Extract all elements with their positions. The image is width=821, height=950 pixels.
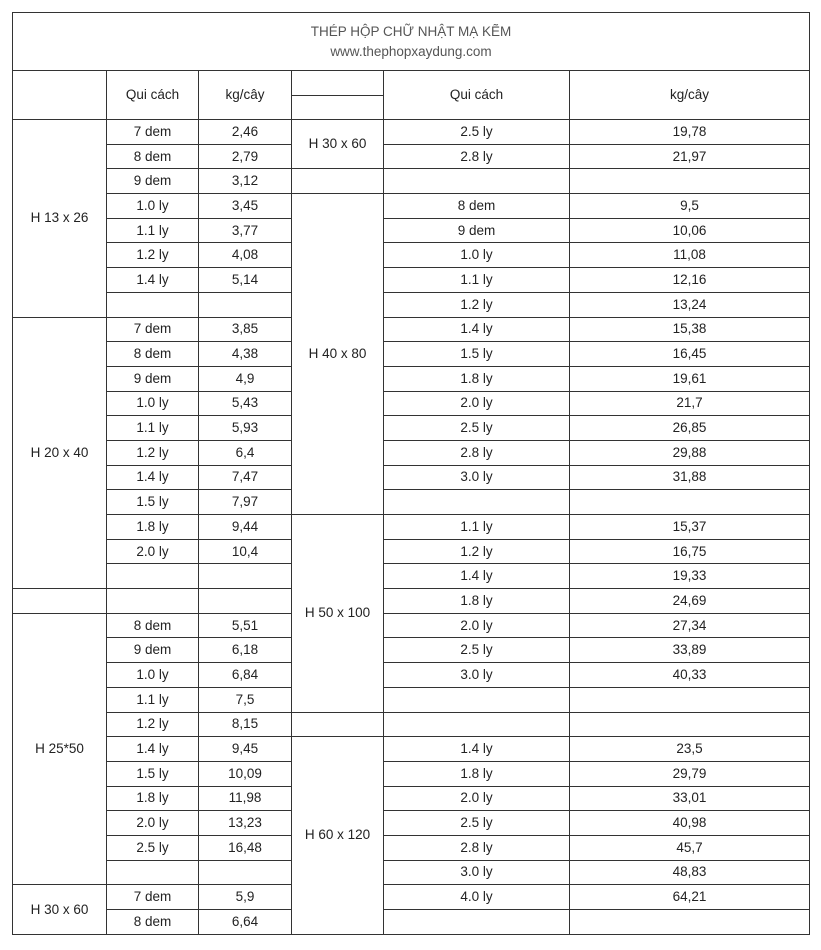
left-weight-cell: 4,08 — [199, 243, 292, 268]
right-weight-cell: 64,21 — [570, 885, 810, 910]
header-divider — [292, 95, 383, 96]
table-row — [13, 465, 810, 490]
empty-cell — [107, 860, 199, 885]
left-group-name: H 13 x 26 — [13, 120, 107, 318]
right-weight-cell: 13,24 — [570, 292, 810, 317]
right-weight-cell: 48,83 — [570, 860, 810, 885]
left-spec-cell: 1.0 ly — [107, 194, 199, 219]
empty-cell — [199, 589, 292, 614]
right-spec-cell: 1.2 ly — [384, 292, 570, 317]
left-spec-cell: 1.2 ly — [107, 243, 199, 268]
right-weight-cell: 10,06 — [570, 218, 810, 243]
left-weight-cell: 6,84 — [199, 663, 292, 688]
left-spec-cell: 9 dem — [107, 169, 199, 194]
website-text: www.thephopxaydung.com — [330, 43, 492, 59]
right-group-name: H 40 x 80 — [292, 194, 384, 515]
empty-cell — [570, 687, 810, 712]
right-weight-cell: 16,45 — [570, 342, 810, 367]
left-weight-cell: 7,97 — [199, 490, 292, 515]
table-row — [13, 638, 810, 663]
left-spec-cell: 7 dem — [107, 885, 199, 910]
right-spec-cell: 3.0 ly — [384, 465, 570, 490]
table-row — [13, 885, 810, 910]
left-weight-cell: 4,9 — [199, 366, 292, 391]
left-spec-cell: 7 dem — [107, 120, 199, 145]
right-weight-cell: 19,61 — [570, 366, 810, 391]
empty-cell — [199, 860, 292, 885]
table-row — [13, 737, 810, 762]
empty-cell — [384, 712, 570, 737]
right-spec-cell: 1.1 ly — [384, 515, 570, 540]
right-weight-cell: 40,33 — [570, 663, 810, 688]
left-spec-cell: 2.0 ly — [107, 539, 199, 564]
left-weight-cell: 2,79 — [199, 144, 292, 169]
right-weight-cell: 29,79 — [570, 761, 810, 786]
right-weight-cell: 26,85 — [570, 416, 810, 441]
right-group-name: H 50 x 100 — [292, 515, 384, 713]
steel-weight-table — [12, 12, 810, 935]
table-row — [13, 564, 810, 589]
right-spec-cell: 2.8 ly — [384, 144, 570, 169]
right-weight-cell: 24,69 — [570, 589, 810, 614]
left-spec-cell: 1.5 ly — [107, 490, 199, 515]
left-spec-cell: 1.4 ly — [107, 737, 199, 762]
empty-cell — [13, 589, 107, 614]
left-spec-cell: 1.0 ly — [107, 663, 199, 688]
right-spec-cell: 1.0 ly — [384, 243, 570, 268]
right-spec-cell: 9 dem — [384, 218, 570, 243]
empty-cell — [199, 564, 292, 589]
left-weight-cell: 10,4 — [199, 539, 292, 564]
empty-cell — [107, 292, 199, 317]
table-row — [13, 243, 810, 268]
table-row — [13, 589, 810, 614]
right-spec-cell: 2.5 ly — [384, 416, 570, 441]
left-weight-cell: 3,12 — [199, 169, 292, 194]
empty-cell — [107, 564, 199, 589]
left-spec-cell: 1.8 ly — [107, 786, 199, 811]
left-group-name: H 30 x 60 — [13, 885, 107, 934]
left-weight-cell: 4,38 — [199, 342, 292, 367]
right-weight-cell: 33,89 — [570, 638, 810, 663]
right-weight-cell: 15,38 — [570, 317, 810, 342]
right-weight-cell: 45,7 — [570, 835, 810, 860]
table-row — [13, 613, 810, 638]
table-row — [13, 144, 810, 169]
empty-cell — [384, 687, 570, 712]
table-row — [13, 268, 810, 293]
left-weight-cell: 5,93 — [199, 416, 292, 441]
left-weight-cell: 5,14 — [199, 268, 292, 293]
right-spec-cell: 8 dem — [384, 194, 570, 219]
right-group-name: H 30 x 60 — [292, 120, 384, 169]
table-row — [13, 835, 810, 860]
left-weight-cell: 5,51 — [199, 613, 292, 638]
right-weight-cell: 29,88 — [570, 440, 810, 465]
table-row — [13, 391, 810, 416]
left-spec-cell: 8 dem — [107, 144, 199, 169]
left-spec-cell: 2.0 ly — [107, 811, 199, 836]
table-row — [13, 120, 810, 145]
table-row — [13, 539, 810, 564]
left-spec-cell: 1.2 ly — [107, 712, 199, 737]
right-spec-cell: 1.8 ly — [384, 761, 570, 786]
header-blank — [13, 71, 107, 120]
right-weight-cell: 21,7 — [570, 391, 810, 416]
left-weight-cell: 6,18 — [199, 638, 292, 663]
left-spec-cell: 9 dem — [107, 366, 199, 391]
left-spec-cell: 1.8 ly — [107, 515, 199, 540]
left-spec-cell: 2.5 ly — [107, 835, 199, 860]
header-right-spec: Qui cách — [384, 71, 570, 120]
empty-cell — [570, 490, 810, 515]
header-right-weight: kg/cây — [570, 71, 810, 120]
left-spec-cell: 7 dem — [107, 317, 199, 342]
left-weight-cell: 10,09 — [199, 761, 292, 786]
right-spec-cell: 1.4 ly — [384, 737, 570, 762]
left-spec-cell: 8 dem — [107, 342, 199, 367]
right-spec-cell: 4.0 ly — [384, 885, 570, 910]
right-spec-cell: 3.0 ly — [384, 663, 570, 688]
left-weight-cell: 8,15 — [199, 712, 292, 737]
empty-cell — [570, 169, 810, 194]
right-spec-cell: 2.5 ly — [384, 811, 570, 836]
table-row — [13, 292, 810, 317]
table-row — [13, 786, 810, 811]
steel-table-document — [12, 12, 809, 935]
right-weight-cell: 9,5 — [570, 194, 810, 219]
left-weight-cell: 3,45 — [199, 194, 292, 219]
empty-cell — [107, 589, 199, 614]
empty-cell — [292, 169, 384, 194]
table-title — [13, 13, 810, 71]
table-row — [13, 366, 810, 391]
left-weight-cell: 3,77 — [199, 218, 292, 243]
table-row — [13, 194, 810, 219]
table-row — [13, 910, 810, 935]
right-weight-cell: 40,98 — [570, 811, 810, 836]
right-spec-cell: 2.8 ly — [384, 440, 570, 465]
left-group-name: H 25*50 — [13, 613, 107, 885]
title-text: THÉP HỘP CHỮ NHẬT MẠ KẼM — [310, 23, 512, 39]
empty-cell — [570, 712, 810, 737]
right-weight-cell: 19,33 — [570, 564, 810, 589]
left-spec-cell: 1.0 ly — [107, 391, 199, 416]
left-spec-cell: 1.4 ly — [107, 465, 199, 490]
left-weight-cell: 9,44 — [199, 515, 292, 540]
left-weight-cell: 6,64 — [199, 910, 292, 935]
right-group-name: H 60 x 120 — [292, 737, 384, 935]
left-spec-cell: 8 dem — [107, 613, 199, 638]
right-weight-cell: 11,08 — [570, 243, 810, 268]
right-spec-cell: 1.4 ly — [384, 564, 570, 589]
table-row — [13, 218, 810, 243]
left-spec-cell: 1.4 ly — [107, 268, 199, 293]
left-spec-cell: 8 dem — [107, 910, 199, 935]
empty-cell — [570, 910, 810, 935]
left-spec-cell: 1.1 ly — [107, 416, 199, 441]
right-weight-cell: 15,37 — [570, 515, 810, 540]
empty-cell — [384, 910, 570, 935]
left-spec-cell: 1.5 ly — [107, 761, 199, 786]
left-weight-cell: 11,98 — [199, 786, 292, 811]
left-weight-cell: 7,47 — [199, 465, 292, 490]
right-weight-cell: 23,5 — [570, 737, 810, 762]
left-spec-cell: 1.1 ly — [107, 687, 199, 712]
table-row — [13, 169, 810, 194]
left-weight-cell: 7,5 — [199, 687, 292, 712]
right-spec-cell: 2.0 ly — [384, 613, 570, 638]
table-row — [13, 440, 810, 465]
left-spec-cell: 1.1 ly — [107, 218, 199, 243]
table-row — [13, 811, 810, 836]
table-row — [13, 317, 810, 342]
right-spec-cell: 1.2 ly — [384, 539, 570, 564]
table-row — [13, 761, 810, 786]
right-spec-cell: 2.5 ly — [384, 120, 570, 145]
left-weight-cell: 3,85 — [199, 317, 292, 342]
empty-cell — [292, 712, 384, 737]
empty-cell — [384, 169, 570, 194]
table-row — [13, 515, 810, 540]
table-row — [13, 663, 810, 688]
left-weight-cell: 5,9 — [199, 885, 292, 910]
right-weight-cell: 33,01 — [570, 786, 810, 811]
right-spec-cell: 1.8 ly — [384, 366, 570, 391]
header-split-cell — [292, 71, 384, 120]
empty-cell — [384, 490, 570, 515]
right-spec-cell: 1.5 ly — [384, 342, 570, 367]
right-weight-cell: 12,16 — [570, 268, 810, 293]
table-row — [13, 687, 810, 712]
header-left-spec: Qui cách — [107, 71, 199, 120]
empty-cell — [199, 292, 292, 317]
table-row — [13, 860, 810, 885]
right-weight-cell: 31,88 — [570, 465, 810, 490]
right-spec-cell: 2.0 ly — [384, 786, 570, 811]
right-spec-cell: 1.4 ly — [384, 317, 570, 342]
right-spec-cell: 3.0 ly — [384, 860, 570, 885]
right-spec-cell: 1.1 ly — [384, 268, 570, 293]
left-weight-cell: 13,23 — [199, 811, 292, 836]
right-weight-cell: 21,97 — [570, 144, 810, 169]
right-weight-cell: 27,34 — [570, 613, 810, 638]
left-weight-cell: 9,45 — [199, 737, 292, 762]
table-row — [13, 342, 810, 367]
left-spec-cell: 1.2 ly — [107, 440, 199, 465]
right-weight-cell: 16,75 — [570, 539, 810, 564]
left-group-name: H 20 x 40 — [13, 317, 107, 589]
table-row — [13, 712, 810, 737]
left-weight-cell: 2,46 — [199, 120, 292, 145]
right-spec-cell: 2.5 ly — [384, 638, 570, 663]
right-weight-cell: 19,78 — [570, 120, 810, 145]
left-weight-cell: 5,43 — [199, 391, 292, 416]
header-left-weight: kg/cây — [199, 71, 292, 120]
table-row — [13, 490, 810, 515]
right-spec-cell: 1.8 ly — [384, 589, 570, 614]
left-weight-cell: 16,48 — [199, 835, 292, 860]
right-spec-cell: 2.0 ly — [384, 391, 570, 416]
right-spec-cell: 2.8 ly — [384, 835, 570, 860]
left-spec-cell: 9 dem — [107, 638, 199, 663]
table-row — [13, 416, 810, 441]
left-weight-cell: 6,4 — [199, 440, 292, 465]
